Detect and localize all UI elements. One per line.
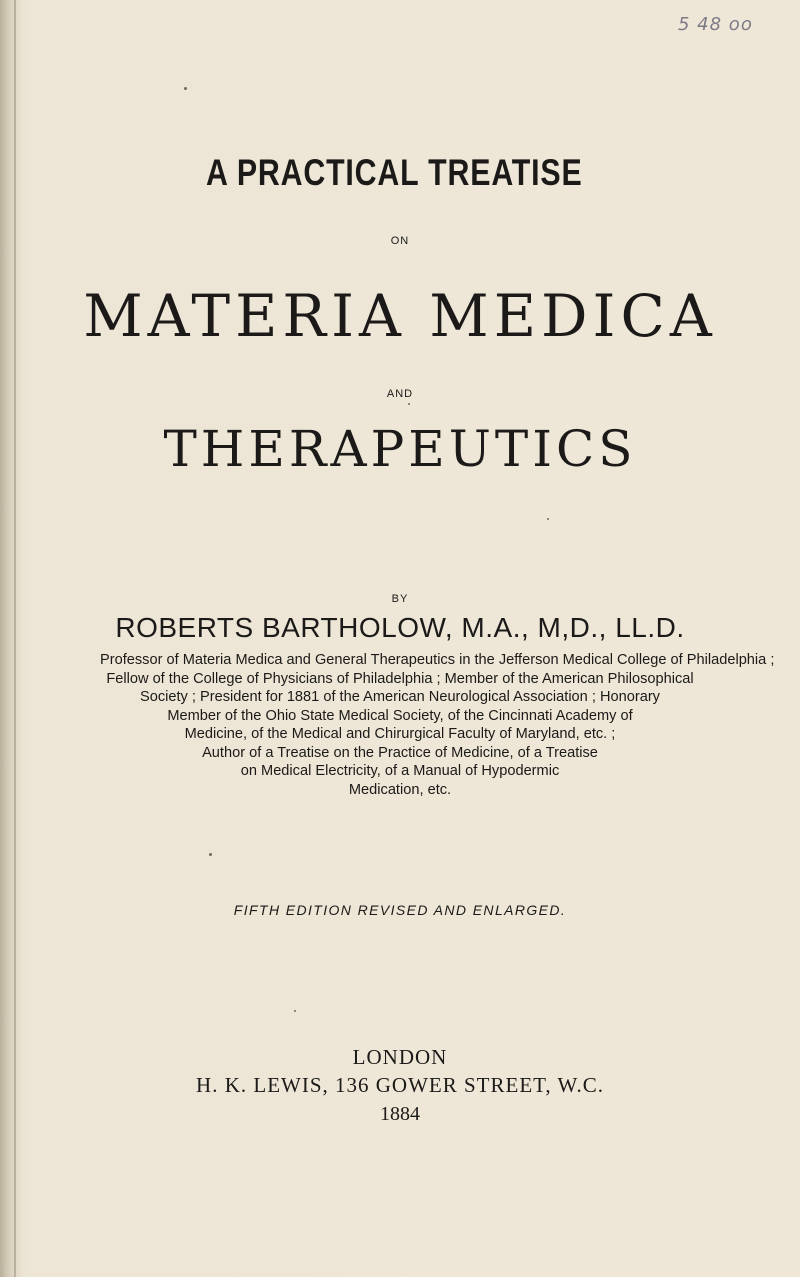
- connector-by: BY: [391, 593, 409, 605]
- paper-speck: [184, 87, 187, 90]
- connector-on: ON: [390, 235, 410, 247]
- credentials-line: Member of the Ohio State Medical Society, of the Cincinnati Academy of: [167, 707, 633, 724]
- imprint-year: 1884: [380, 1103, 420, 1125]
- title-line-practical-treatise: A PRACTICAL TREATISE: [205, 152, 583, 193]
- credentials-line: Professor of Materia Medica and General Therapeutics in the Jefferson Medical College of Philadelphia ;: [100, 652, 775, 668]
- paper-speck: [547, 518, 549, 520]
- edition-statement: FIFTH EDITION REVISED AND ENLARGED.: [233, 902, 567, 918]
- paper-speck: [209, 853, 212, 856]
- handwritten-shelf-mark: 5 48 oo: [678, 14, 753, 35]
- author-credentials: [100, 651, 775, 799]
- credentials-line: Author of a Treatise on the Practice of Medicine, of a Treatise: [202, 744, 598, 761]
- credentials-line: Society ; President for 1881 of the American Neurological Association ; Honorary: [140, 689, 660, 705]
- connector-and: AND: [386, 388, 414, 400]
- credentials-line: Fellow of the College of Physicians of Philadelphia ; Member of the American Philosophical: [106, 670, 694, 687]
- author-name: ROBERTS BARTHOLOW, M.A., M,D., LL.D.: [115, 612, 685, 643]
- paper-speck: [294, 1010, 296, 1012]
- imprint-publisher: H. K. LEWIS, 136 GOWER STREET, W.C.: [196, 1073, 604, 1097]
- title-line-materia-medica: MATERIA MEDICA: [83, 282, 717, 350]
- title-line-therapeutics: THERAPEUTICS: [163, 420, 637, 478]
- credentials-line: Medication, etc.: [348, 781, 452, 798]
- imprint-city: LONDON: [352, 1045, 448, 1069]
- credentials-line: on Medical Electricity, of a Manual of Hypodermic: [240, 763, 560, 779]
- credentials-line: Medicine, of the Medical and Chirurgical Faculty of Maryland, etc. ;: [184, 726, 616, 742]
- paper-speck: [408, 403, 410, 405]
